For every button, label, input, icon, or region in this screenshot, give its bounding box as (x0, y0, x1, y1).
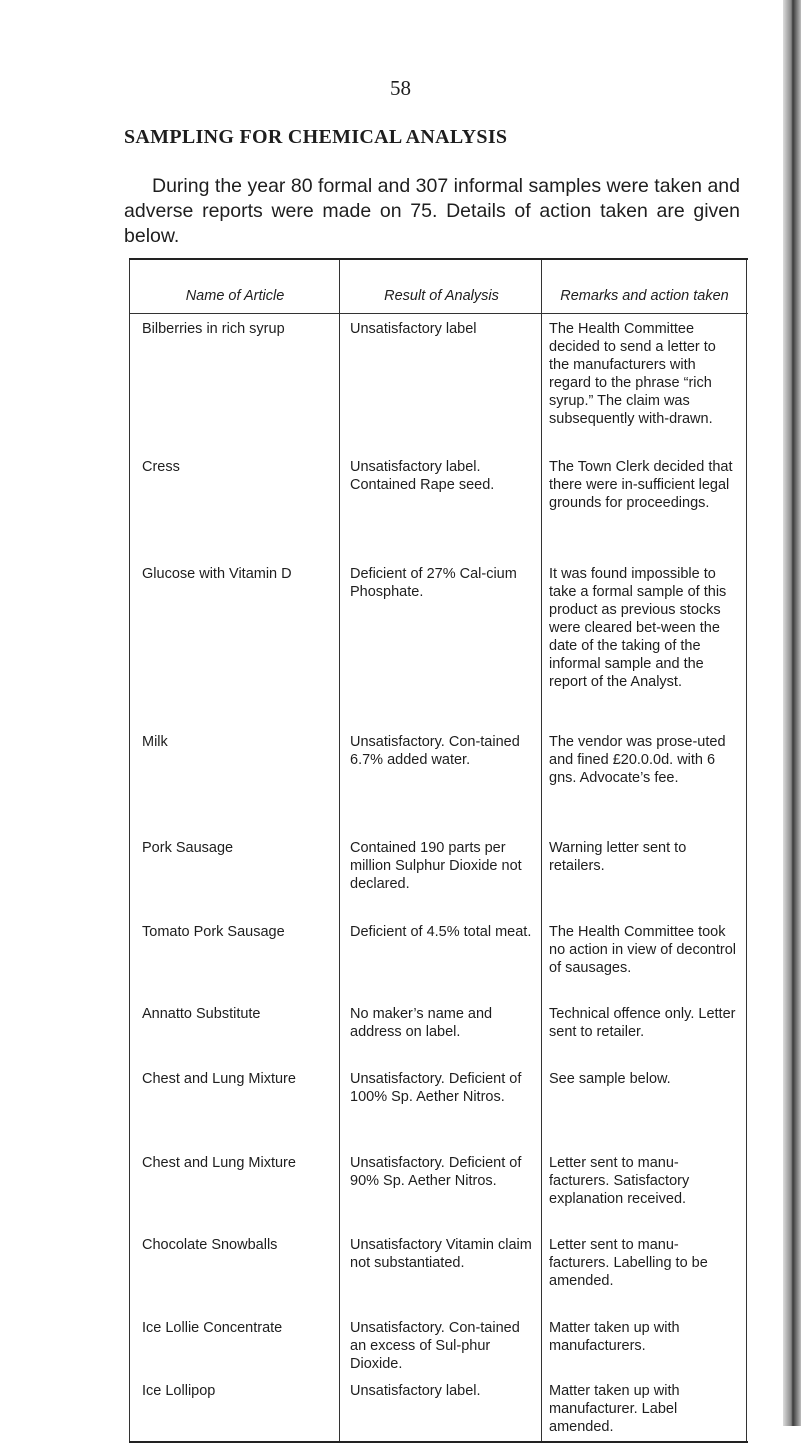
header-remarks: Remarks and action taken (560, 288, 729, 304)
intro-paragraph: During the year 80 formal and 307 informal samples were taken and adverse reports were made on 75. Details of action taken are given below. (124, 175, 740, 247)
article-name: Cress (142, 459, 180, 475)
analysis-result: Unsatisfactory. Deficient of 90% Sp. Aether Nitros. (350, 1155, 522, 1189)
article-name: Annatto Substitute (142, 1006, 261, 1022)
analysis-result: Deficient of 27% Cal-cium Phosphate. (350, 566, 517, 600)
analysis-result: Unsatisfactory. Deficient of 100% Sp. Aether Nitros. (350, 1071, 522, 1105)
action-remarks: Technical offence only. Letter sent to retailer. (549, 1006, 736, 1040)
action-remarks: Warning letter sent to retailers. (549, 840, 687, 874)
action-remarks: The Health Committee took no action in view of decontrol of sausages. (549, 924, 736, 976)
article-name: Milk (142, 734, 168, 750)
article-name: Chocolate Snowballs (142, 1237, 278, 1253)
article-name: Ice Lollie Concentrate (142, 1320, 283, 1336)
article-name: Ice Lollipop (142, 1383, 216, 1399)
action-remarks: Matter taken up with manufacturers. (549, 1320, 680, 1354)
scan-page-edge (783, 0, 801, 1426)
analysis-result: Contained 190 parts per million Sulphur Dioxide not declared. (350, 840, 522, 892)
article-name: Chest and Lung Mixture (142, 1155, 296, 1171)
analysis-result: Unsatisfactory label. (350, 1383, 481, 1399)
header-article: Name of Article (185, 288, 285, 304)
action-remarks: Letter sent to manu-facturers. Satisfactory explanation received. (549, 1155, 690, 1207)
action-remarks: See sample below. (549, 1071, 671, 1087)
analysis-result: No maker’s name and address on label. (350, 1006, 493, 1040)
article-name: Bilberries in rich syrup (142, 321, 285, 337)
action-remarks: It was found impossible to take a formal sample of this product as previous stocks were cleared bet-ween the date of the taking of the informal sample and the report of the Analyst. (549, 566, 727, 690)
analysis-result: Unsatisfactory label (350, 321, 477, 337)
action-remarks: Matter taken up with manufacturer. Label amended. (549, 1383, 680, 1435)
action-remarks: The vendor was prose-uted and fined £20.0.0d. with 6 gns. Advocate’s fee. (549, 734, 726, 786)
analysis-result: Unsatisfactory. Con-tained 6.7% added water. (350, 734, 520, 768)
action-remarks: Letter sent to manu-facturers. Labelling to be amended. (549, 1237, 708, 1289)
page-heading: SAMPLING FOR CHEMICAL ANALYSIS (124, 126, 508, 148)
analysis-result: Unsatisfactory. Con-tained an excess of Sul-phur Dioxide. (350, 1320, 520, 1372)
action-remarks: The Health Committee decided to send a letter to the manufacturers with regard to the phrase “rich syrup.” The claim was subsequently with-drawn. (549, 321, 716, 427)
page-number: 58 (390, 76, 411, 100)
analysis-result: Deficient of 4.5% total meat. (350, 924, 532, 940)
article-name: Pork Sausage (142, 840, 234, 856)
article-name: Chest and Lung Mixture (142, 1071, 296, 1087)
action-remarks: The Town Clerk decided that there were in-sufficient legal grounds for proceedings. (549, 459, 733, 511)
header-result: Result of Analysis (384, 288, 499, 304)
article-name: Tomato Pork Sausage (142, 924, 285, 940)
article-name: Glucose with Vitamin D (142, 566, 292, 582)
analysis-result: Unsatisfactory Vitamin claim not substantiated. (350, 1237, 532, 1271)
analysis-result: Unsatisfactory label. Contained Rape seed. (350, 459, 495, 493)
